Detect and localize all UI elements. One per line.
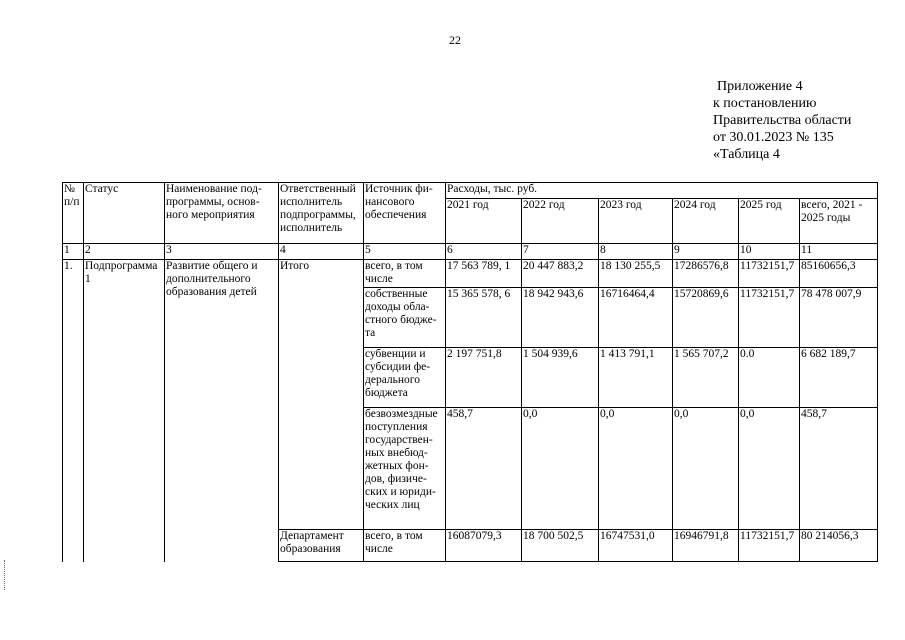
scan-margin-marks xyxy=(4,560,7,590)
cell-value: 1 565 707,2 xyxy=(673,348,739,408)
row-responsible: Итого xyxy=(279,260,364,530)
col-number: 5 xyxy=(364,244,446,260)
cell-value: 85160656,3 xyxy=(800,260,878,288)
cell-value: 16087079,3 xyxy=(446,530,522,562)
cell-value: 11732151,7 xyxy=(739,288,800,348)
cell-value: 18 130 255,5 xyxy=(599,260,673,288)
cell-value: 18 942 943,6 xyxy=(522,288,599,348)
col-number: 10 xyxy=(739,244,800,260)
cell-value: 6 682 189,7 xyxy=(800,348,878,408)
row-source: субвенции и субсидии фе-дерального бюджета xyxy=(364,348,446,408)
cell-value: 11732151,7 xyxy=(739,530,800,562)
cell-value: 17 563 789, 1 xyxy=(446,260,522,288)
col-number: 1 xyxy=(63,244,84,260)
cell-value: 80 214056,3 xyxy=(800,530,878,562)
cell-value: 2 197 751,8 xyxy=(446,348,522,408)
appendix-line: Правительства области xyxy=(713,113,852,128)
col-number: 7 xyxy=(522,244,599,260)
cell-value: 0.0 xyxy=(739,348,800,408)
budget-table xyxy=(62,182,878,562)
col-number: 9 xyxy=(673,244,739,260)
col-number: 6 xyxy=(446,244,522,260)
col-number: 8 xyxy=(599,244,673,260)
cell-value: 0,0 xyxy=(599,408,673,530)
cell-value: 1 504 939,6 xyxy=(522,348,599,408)
header-status: Статус xyxy=(84,183,165,244)
row-source: собственные доходы обла-стного бюдже-та xyxy=(364,288,446,348)
header-source: Источник фи-нансового обеспечения xyxy=(364,183,446,244)
cell-value: 11732151,7 xyxy=(739,260,800,288)
appendix-line: «Таблица 4 xyxy=(713,147,780,162)
cell-value: 0,0 xyxy=(739,408,800,530)
table-row xyxy=(63,260,878,288)
row-source: всего, в том числе xyxy=(364,260,446,288)
cell-value: 16946791,8 xyxy=(673,530,739,562)
header-responsible: Ответственный исполнитель подпрограммы, исполнитель xyxy=(279,183,364,244)
row-status: Подпрограмма 1 xyxy=(84,260,165,562)
header-year: 2025 год xyxy=(739,199,800,244)
col-number: 4 xyxy=(279,244,364,260)
page-number: 22 xyxy=(449,33,461,47)
cell-value: 20 447 883,2 xyxy=(522,260,599,288)
row-num: 1. xyxy=(63,260,84,562)
appendix-header xyxy=(713,78,851,163)
col-number: 3 xyxy=(165,244,279,260)
cell-value: 1 413 791,1 xyxy=(599,348,673,408)
cell-value: 458,7 xyxy=(446,408,522,530)
cell-value: 78 478 007,9 xyxy=(800,288,878,348)
cell-value: 16747531,0 xyxy=(599,530,673,562)
cell-value: 18 700 502,5 xyxy=(522,530,599,562)
appendix-line: Приложение 4 xyxy=(717,79,803,94)
col-number: 2 xyxy=(84,244,165,260)
cell-value: 17286576,8 xyxy=(673,260,739,288)
cell-value: 16716464,4 xyxy=(599,288,673,348)
row-responsible: Департамент образования xyxy=(279,530,364,562)
cell-value: 15 365 578, 6 xyxy=(446,288,522,348)
header-expenses: Расходы, тыс. руб. xyxy=(446,183,878,199)
cell-value: 0,0 xyxy=(673,408,739,530)
header-year-total: всего, 2021 - 2025 годы xyxy=(800,199,878,244)
appendix-line: к постановлению xyxy=(713,96,817,111)
appendix-line: от 30.01.2023 № 135 xyxy=(713,130,834,145)
header-year: 2022 год xyxy=(522,199,599,244)
cell-value: 0,0 xyxy=(522,408,599,530)
header-year: 2021 год xyxy=(446,199,522,244)
cell-value: 458,7 xyxy=(800,408,878,530)
header-num: № п/п xyxy=(63,183,84,244)
row-source: всего, в том числе xyxy=(364,530,446,562)
header-year: 2023 год xyxy=(599,199,673,244)
row-name: Развитие общего и дополнительного образования детей xyxy=(165,260,279,562)
header-name: Наименование под-программы, основ-ного мероприятия xyxy=(165,183,279,244)
row-source: безвозмездные поступления государствен-ных внебюд-жетных фон-дов, физиче-ских и юриди-ческих лиц xyxy=(364,408,446,530)
header-year: 2024 год xyxy=(673,199,739,244)
col-number: 11 xyxy=(800,244,878,260)
cell-value: 15720869,6 xyxy=(673,288,739,348)
